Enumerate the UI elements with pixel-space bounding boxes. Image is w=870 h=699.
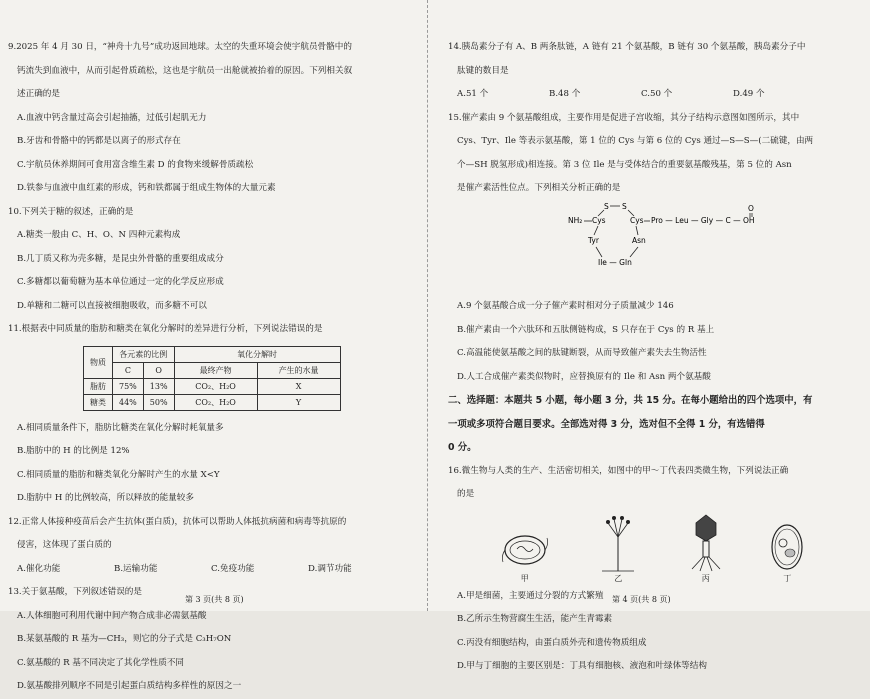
bacteriophage-icon	[686, 513, 726, 573]
question-9	[8, 36, 410, 201]
figure-bing	[686, 513, 726, 585]
q16-option-c[interactable]: C.丙没有细胞结构，由蛋白质外壳和遗传物质组成	[457, 637, 647, 648]
q9-option-c[interactable]: C.宇航员休养期间可食用富含维生素 D 的食物来缓解骨质疏松	[17, 159, 254, 170]
oxytocin-structure-diagram	[568, 203, 798, 281]
table-row	[84, 378, 341, 394]
q11-option-d[interactable]: D.脂肪中 H 的比例较高，所以释放的能量较多	[17, 493, 194, 503]
q15-stem-line: 是催产素活性位点。下列相关分析正确的是	[457, 183, 621, 193]
th-ratio: 各元素的比例	[113, 346, 175, 362]
q13-option-a[interactable]: A.人体细胞可利用代谢中间产物合成非必需氨基酸	[17, 610, 207, 621]
cell-product: CO₂、H₂O	[174, 378, 257, 394]
cell-name: 糖类	[84, 394, 113, 410]
nh2-label: NH₂	[568, 215, 583, 225]
q12-option-a[interactable]: A.催化功能	[17, 563, 61, 574]
question-12	[8, 511, 410, 582]
question-14	[448, 36, 858, 107]
section-2-line: 0 分。	[448, 442, 477, 453]
question-16	[448, 460, 858, 679]
q15-option-a[interactable]: A.9 个氨基酸合成一分子催产素时相对分子质量减少 146	[457, 301, 674, 311]
figure-label: 丙	[701, 573, 710, 583]
question-10	[8, 201, 410, 319]
q14-option-a[interactable]: A.51 个	[457, 89, 489, 99]
cell-o: 13%	[143, 378, 174, 394]
q9-option-a[interactable]: A.血液中钙含量过高会引起抽搐，过低引起肌无力	[17, 112, 207, 123]
q12-options	[8, 558, 410, 582]
q16-option-b[interactable]: B.乙所示生物营腐生生活，能产生青霉素	[457, 614, 613, 624]
right-page	[448, 36, 858, 679]
q11-stem: 11.根据表中同质量的脂肪和糖类在氧化分解时的差异进行分析，下列说法错误的是	[8, 324, 323, 334]
figure-yi	[592, 513, 644, 585]
figure-jia	[499, 527, 551, 585]
th-o: O	[143, 362, 174, 378]
table-row	[84, 394, 341, 410]
q14-option-b[interactable]: B.48 个	[549, 89, 581, 99]
sulfur-label: S	[622, 202, 627, 211]
figure-ding	[767, 521, 807, 585]
q9-stem-line: 9.2025 年 4 月 30 日，“神舟十九号”成功返回地球。太空的失重环境会使宇航员骨骼中的	[8, 42, 352, 52]
penicillium-icon	[592, 513, 644, 573]
sulfur-label: S	[604, 202, 609, 211]
q10-option-b[interactable]: B.几丁质又称为壳多糖，是昆虫外骨骼的重要组成成分	[17, 253, 224, 264]
th-oxidation: 氧化分解时	[174, 346, 340, 362]
q14-stem-line: 14.胰岛素分子有 A、B 两条肽链，A 链有 21 个氨基酸，B 链有 30 个氨基酸，胰岛素分子中	[448, 42, 806, 52]
q11-option-c[interactable]: C.相同质量的脂肪和糖类氧化分解时产生的水量 X<Y	[17, 469, 220, 480]
figure-label: 丁	[783, 573, 792, 583]
section-2-line: 一项或多项符合题目要求。全部选对得 3 分，选对但不全得 1 分，有选错得	[448, 418, 765, 430]
th-c: C	[113, 362, 144, 378]
q11-option-a[interactable]: A.相同质量条件下，脂肪比糖类在氧化分解时耗氧量多	[17, 422, 224, 433]
q12-option-b[interactable]: B.运输功能	[114, 563, 158, 574]
nutrient-table	[83, 346, 341, 411]
q16-stem-line: 16.微生物与人类的生产、生活密切相关，如图中的甲～丁代表四类微生物，下列说法正确	[448, 465, 789, 476]
cys2-label: Cys	[630, 215, 644, 225]
tyr-label: Tyr	[588, 235, 599, 245]
section-2-line: 二、选择题：本题共 5 小题，每小题 3 分，共 15 分。在每小题给出的四个选项中，有	[448, 395, 813, 406]
cell-name: 脂肪	[84, 378, 113, 394]
cell-water: Y	[257, 394, 340, 410]
q13-option-d[interactable]: D.氨基酸排列顺序不同是引起蛋白质结构多样性的原因之一	[17, 681, 242, 691]
q15-stem-line: 15.催产素由 9 个氨基酸组成，主要作用是促进子宫收缩，其分子结构示意图如图所示，其中	[448, 112, 800, 123]
q10-stem: 10.下列关于糖的叙述，正确的是	[8, 206, 134, 217]
cell-c: 44%	[113, 394, 144, 410]
q12-stem-line: 侵害，这体现了蛋白质的	[17, 540, 112, 550]
q10-option-c[interactable]: C.多糖都以葡萄糖为基本单位通过一定的化学反应形成	[17, 277, 224, 287]
q15-option-d[interactable]: D.人工合成催产素类似物时，应替换原有的 Ile 和 Asn 两个氨基酸	[457, 371, 711, 382]
asn-label: Asn	[632, 235, 646, 245]
q16-option-d[interactable]: D.甲与丁细胞的主要区别是：丁具有细胞核、液泡和叶绿体等结构	[457, 661, 707, 671]
tail-chain-label: Pro — Leu — Gly — C — OH	[651, 215, 755, 225]
q15-stem-line: Cys、Tyr、Ile 等表示氨基酸，第 1 位的 Cys 与第 6 位的 Cys 通过—S—S—(二硫键，由两	[457, 136, 814, 146]
q16-option-a[interactable]: A.甲是细菌，主要通过分裂的方式繁殖	[457, 590, 604, 601]
question-11	[8, 318, 410, 511]
q9-option-d[interactable]: D.铁参与血液中血红素的形成，钙和铁都属于组成生物体的大量元素	[17, 183, 276, 193]
oxygen-label: O	[748, 203, 754, 213]
page-divider	[427, 0, 429, 611]
q12-option-c[interactable]: C.免疫功能	[211, 563, 255, 574]
section-2-header	[448, 389, 858, 460]
q13-option-c[interactable]: C.氨基酸的 R 基不同决定了其化学性质不同	[17, 657, 185, 668]
microbe-figures	[448, 507, 858, 585]
q14-options	[448, 83, 858, 107]
left-page-footer: 第 3 页(共 8 页)	[185, 595, 244, 604]
right-page-footer: 第 4 页(共 8 页)	[612, 595, 671, 604]
q13-option-b[interactable]: B.某氨基酸的 R 基为—CH₃，则它的分子式是 C₃H₇ON	[17, 634, 232, 644]
q15-option-b[interactable]: B.催产素由一个六肽环和五肽侧链构成，S 只存在于 Cys 的 R 基上	[457, 324, 715, 335]
figure-label: 甲	[520, 573, 529, 583]
cell-o: 50%	[143, 394, 174, 410]
cell-c: 75%	[113, 378, 144, 394]
figure-label: 乙	[614, 573, 623, 583]
q12-stem-line: 12.正常人体接种疫苗后会产生抗体(蛋白质)，抗体可以帮助人体抵抗病菌和病毒等抗原的	[8, 516, 347, 527]
cell-water: X	[257, 378, 340, 394]
cell-product: CO₂、H₂O	[174, 394, 257, 410]
q10-option-a[interactable]: A.糖类一般由 C、H、O、N 四种元素构成	[17, 230, 181, 240]
q16-stem-line: 的是	[457, 489, 475, 499]
q11-option-b[interactable]: B.脂肪中的 H 的比例是 12%	[17, 446, 130, 456]
q9-stem-line: 述正确的是	[17, 89, 60, 99]
q15-option-c[interactable]: C.高温能使氨基酸之间的肽键断裂，从而导致催产素失去生物活性	[457, 348, 707, 358]
q14-option-c[interactable]: C.50 个	[641, 89, 673, 99]
q12-option-d[interactable]: D.调节功能	[308, 563, 352, 574]
th-water: 产生的水量	[257, 362, 340, 378]
th-product: 最终产物	[174, 362, 257, 378]
yeast-cell-icon	[767, 521, 807, 573]
bacterium-icon	[499, 527, 551, 573]
q13-stem: 13.关于氨基酸，下列叙述错误的是	[8, 587, 142, 597]
q10-option-d[interactable]: D.单糖和二糖可以直接被细胞吸收，而多糖不可以	[17, 300, 207, 311]
q9-stem-line: 钙流失到血液中，从而引起骨质疏松，这也是宇航员一出舱就被抬着的原因。下列相关叙	[17, 65, 353, 76]
q15-stem-line: 个—SH 脱氢形成)相连接。第 3 位 Ile 是与受体结合的重要氨基酸残基，第 5 位的 Asn	[457, 159, 792, 170]
question-15	[448, 107, 858, 390]
ile-gln-label: Ile — Gln	[598, 257, 632, 267]
q14-stem-line: 肽键的数目是	[457, 65, 509, 76]
q14-option-d[interactable]: D.49 个	[733, 89, 765, 99]
cys1-label: Cys	[592, 215, 606, 225]
th-item: 物质	[84, 346, 113, 378]
q9-option-b[interactable]: B.牙齿和骨骼中的钙都是以离子的形式存在	[17, 136, 181, 146]
